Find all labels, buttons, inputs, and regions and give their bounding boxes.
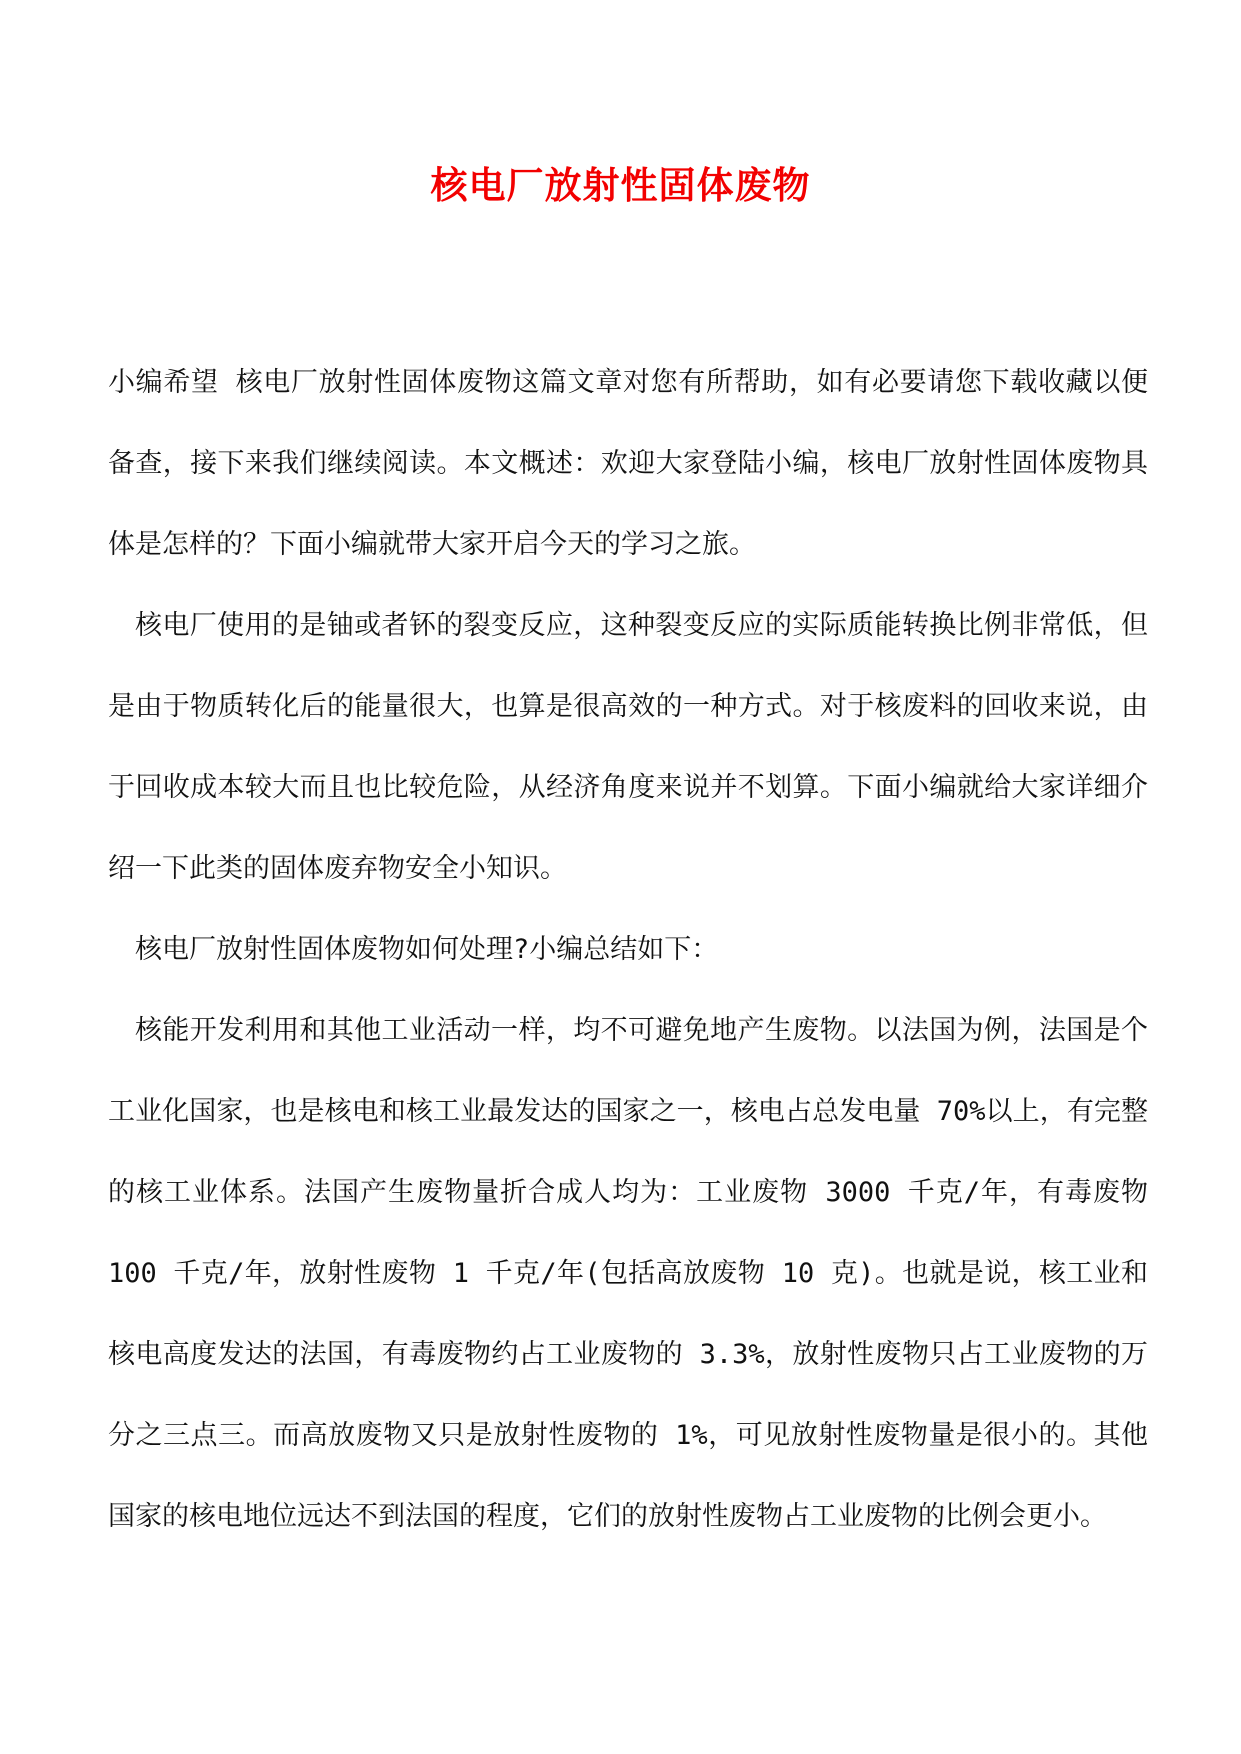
intro-paragraph: 小编希望 核电厂放射性固体废物这篇文章对您有所帮助，如有必要请您下载收藏以便备查，接下来我们继续阅读。本文概述：欢迎大家登陆小编，核电厂放射性固体废物具体是怎样的？下面小编就带大家开启今天的学习之旅。	[108, 367, 1148, 560]
paragraph-france-example: 核能开发利用和其他工业活动一样，均不可避免地产生废物。以法国为例，法国是个工业化国家，也是核电和核工业最发达的国家之一，核电占总发电量 70%以上，有完整的核工业体系。法国产生废物量折合成人均为：工业废物 3000 千克/年，有毒废物 100 千克/年，放射性废物 1 千克/年(包括高放废物 10 克)。也就是说，核工业和核电高度发达的法国，有毒废物约占工业废物的 3.3%，放射性废物只占工业废物的万分之三点三。而高放废物又只是放射性废物的 1%，可见放射性废物量是很小的。其他国家的核电地位远达不到法国的程度，它们的放射性废物占工业废物的比例会更小。	[108, 1015, 1148, 1532]
document-body	[108, 342, 1148, 1557]
document-title: 核电厂放射性固体废物	[430, 163, 811, 207]
paragraph-question: 核电厂放射性固体废物如何处理?小编总结如下：	[135, 934, 719, 965]
paragraph-fission: 核电厂使用的是铀或者钚的裂变反应，这种裂变反应的实际质能转换比例非常低，但是由于物质转化后的能量很大，也算是很高效的一种方式。对于核废料的回收来说，由于回收成本较大而且也比较危险，从经济角度来说并不划算。下面小编就给大家详细介绍一下此类的固体废弃物安全小知识。	[108, 610, 1148, 884]
